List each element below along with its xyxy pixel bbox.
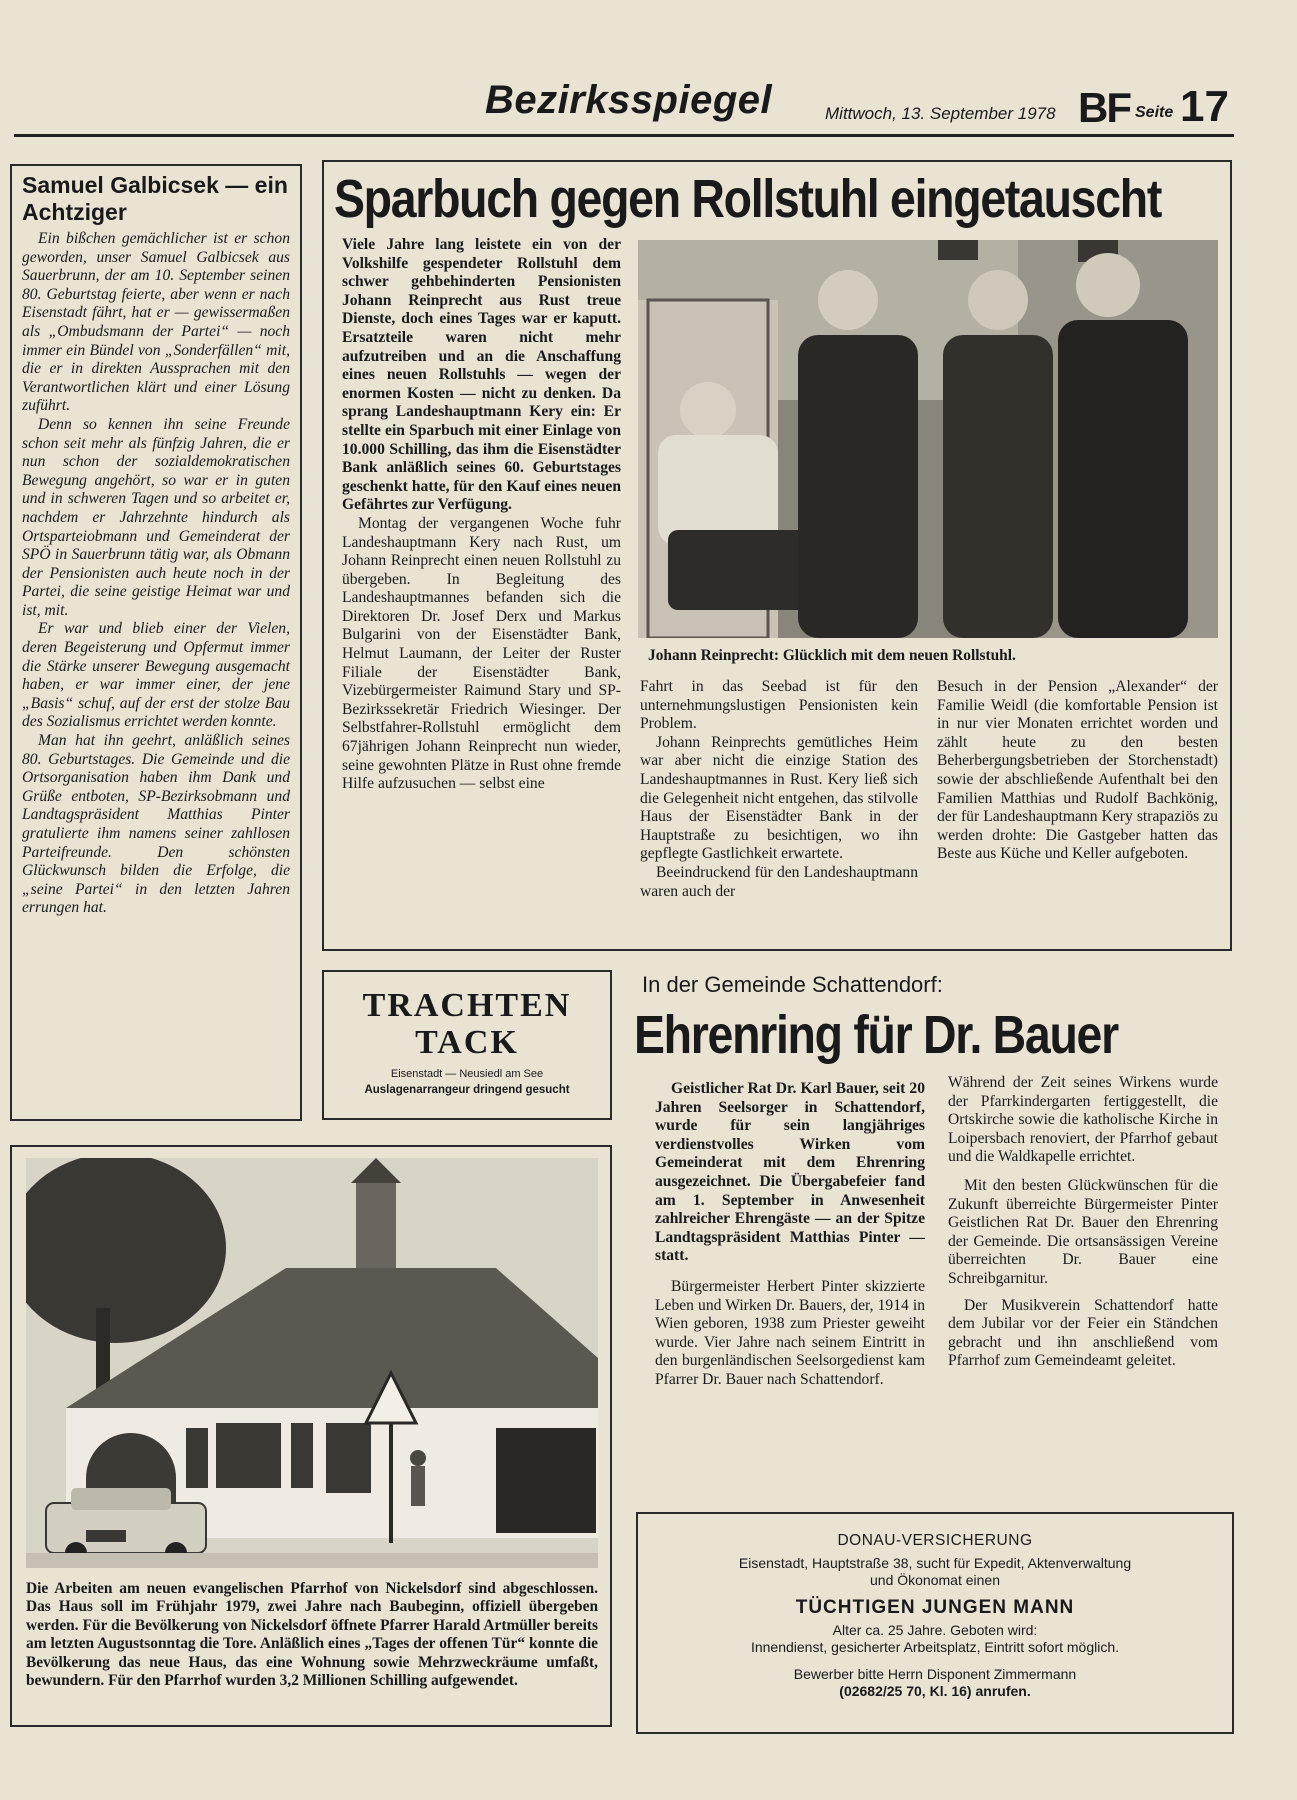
main-headline: Sparbuch gegen Rollstuhl eingetauscht — [334, 169, 1161, 229]
photo-pfarrhof — [26, 1158, 598, 1568]
photo-illustration — [638, 240, 1218, 638]
bauer-paragraph: Mit den besten Glückwünschen für die Zukunft überreichte Bürgermeister Pinter Geistlichen Rat Dr. Bauer den Ehrenring der Gemeinde. Die ortsansässigen Vereine überreichten Dr. Bauer eine Schreibgarnitur. — [948, 1176, 1218, 1287]
main-paragraph: Johann Reinprechts gemütliches Heim war aber nicht die einzige Station des Landeshauptmannes in Rust. Kery ließ sich die Gelegenheit nicht entgehen, das stilvolle Haus der Eisenstädter Bank in der Hauptstraße zu besichtigen, wo ihn gepflegte Gastlichkeit erwartete. — [640, 733, 918, 863]
sidebar-paragraph: Ein bißchen gemächlicher ist er schon geworden, unser Samuel Galbicsek aus Sauerbrunn, der am 10. September seinen 80. Geburtstag feierte, aber wenn er nach Eisenstadt fährt, hat er — gewissermaßen als „Ombudsmann der Partei“ — noch immer ein Bündel von „Sonderfällen“ mit, die er in direkten Aussprachen mit den Verantwortlichen klärt und einer Lösung zuführt. — [22, 230, 290, 415]
sidebar-body — [22, 230, 290, 918]
main-paragraph: Fahrt in das Seebad ist für den unternehmungslustigen Pensionisten kein Problem. — [640, 678, 918, 733]
main-middle-column — [640, 678, 918, 901]
sidebar-paragraph: Man hat ihn geehrt, anläßlich seines 80. Geburtstages. Die Gemeinde und die Ortsorganisation haben ihm Dank und Grüße entboten, SP-Bezirksobmann und Landtagspräsident Matthias Pinter gratulierte ihm namens seiner zahllosen Parteifreunde. Den schönsten Glückwunsch bilden die Erfolge, die „seine Partei“ in den letzten Jahren errungen hat. — [22, 732, 290, 917]
bauer-kicker: In der Gemeinde Schattendorf: — [642, 972, 943, 997]
page-label: Seite — [1135, 104, 1174, 121]
ad-brand-line2: TACK — [415, 1024, 519, 1061]
issue-date: Mittwoch, 13. September 1978 — [825, 104, 1056, 123]
ad-text-line: Bewerber bitte Herrn Disponent Zimmermann — [793, 1666, 1077, 1682]
ad-donau-versicherung — [636, 1512, 1234, 1734]
bauer-lead: Geistlicher Rat Dr. Karl Bauer, seit 20 Jahren Seelsorger in Schattendorf, wurde für sein langjähriges verdienstvolles Wirken vom Gemeinderat mit dem Ehrenring ausgezeichnet. Die Übergabefeier fand am 1. September in Anwesenheit zahlreicher Ehrengäste — an der Spitze Landtagspräsident Matthias Pinter — statt. — [655, 1080, 925, 1265]
sidebar-paragraph: Er war und blieb einer der Vielen, deren Begeisterung und Opfermut immer die Stärke unserer Bewegung ausgemacht haben, er war immer einer, der jene „Basis“ schuf, auf der erst der stolze Bau des Sozialismus errichtet werden konnte. — [22, 620, 290, 731]
main-lead: Viele Jahre lang leistete ein von der Volkshilfe gespendeter Rollstuhl dem schwer gehbehinderten Pensionisten Johann Reinprecht aus Rust treue Dienste, doch eines Tages war er kaputt. Ersatzteile waren nicht mehr aufzutreiben und an die Anschaffung eines neuen Rollstuhls — wegen der enormen Kosten — nicht zu denken. Da sprang Landeshauptmann Kery ein: Er stellte ein Sparbuch mit einer Einlage von 10.000 Schilling, das ihm die Eisenstädter Bank anläßlich seines 60. Geburtstages geschenkt hatte, für den Kauf eines neuen Gefährtes zur Verfügung. — [342, 236, 621, 514]
main-paragraph: Montag der vergangenen Woche fuhr Landeshauptmann Kery nach Rust, um Johann Reinprecht einen neuen Rollstuhl zu übergeben. In Begleitung des Landeshauptmannes befanden sich die Direktoren Dr. Josef Derx und Markus Bulgarini von der Eisenstädter Bank, Helmut Laumann, der Leiter der Ruster Filiale der Eisenstädter Bank, Vizebürgermeister Raimund Stary und SP-Bezirkssekretär Friedrich Wiesinger. Der Selbstfahrer-Rollstuhl ermöglicht dem 67jährigen Johann Reinprecht nun wieder, seine gewohnten Plätze in Rust ohne fremde Hilfe aufzusuchen — selbst eine — [342, 514, 621, 793]
pfarrhof-caption: Die Arbeiten am neuen evangelischen Pfarrhof von Nickelsdorf sind abgeschlossen. Das Haus soll im Frühjahr 1979, zwei Jahre nach Baubeginn, offiziell übergeben werden. Für die Bevölkerung von Nickelsdorf öffnete Pfarrer Harald Artmüller bereits am letzten Augustsonntag die Tore. Anläßlich eines „Tages der offenen Tür“ konnte die Bevölkerung das neue Haus, das eine Wohnung sowie Mehrzweckräume umfaßt, bewundern. Für den Pfarrhof wurden 3,2 Millionen Schilling aufgewendet. — [26, 1580, 598, 1690]
sidebar-paragraph: Denn so kennen ihn seine Freunde schon seit mehr als fünfzig Jahren, die er nun schon der sozialdemokratischen Bewegung angehört, so war er in guten und in schweren Tagen und so arbeitet er, nachdem er Jahrzehnte hindurch als Ortsparteiobmann und Gemeinderat der SPÖ in Sauerbrunn tätig war, als Obmann der Pensionisten auch heute noch in der Partei, die seine geistige Heimat war und ist, mit. — [22, 415, 290, 619]
bauer-left-column — [655, 1080, 925, 1390]
ad-text-line: Eisenstadt, Hauptstraße 38, sucht für Expedit, Aktenverwaltung — [738, 1555, 1132, 1571]
section-title: Bezirksspiegel — [485, 78, 773, 122]
photo-reinprecht — [638, 240, 1218, 638]
ad-text-line: und Ökonomat einen — [870, 1572, 1000, 1588]
bauer-paragraph: Bürgermeister Herbert Pinter skizzierte Leben und Wirken Dr. Bauers, der, 1914 in Wien geboren, 1938 zum Priester geweiht wurde. Vier Jahre nach seinem Eintritt in den burgenländischen Seelsorgedienst kam Pfarrer Dr. Bauer nach Schattendorf. — [655, 1277, 925, 1388]
ad-job-text: Auslagenarrangeur dringend gesucht — [364, 1084, 570, 1096]
bauer-headline: Ehrenring für Dr. Bauer — [634, 1005, 1118, 1065]
ad-company: DONAU-VERSICHERUNG — [837, 1532, 1033, 1549]
ad-brand-line1: TRACHTEN — [362, 987, 572, 1024]
brand-logo: BF — [1078, 84, 1130, 131]
main-paragraph: Beeindruckend für den Landeshauptmann waren auch der — [640, 863, 918, 900]
ad-trachten-tack — [322, 970, 612, 1120]
header-rule — [14, 134, 1234, 137]
bauer-paragraph: Der Musikverein Schattendorf hatte dem Jubilar vor der Feier ein Ständchen gebracht und ihn anschließend vom Pfarrhof zum Gemeindeamt geleitet. — [948, 1296, 1218, 1370]
ad-locations: Eisenstadt — Neusiedl am See — [390, 1068, 544, 1080]
main-left-column — [342, 236, 621, 794]
sidebar-headline: Samuel Galbicsek — ein Achtziger — [22, 172, 288, 225]
page-number: 17 — [1180, 82, 1229, 131]
bauer-paragraph: Während der Zeit seines Wirkens wurde der Pfarrkindergarten fertiggestellt, die Ortskirche sowie die katholische Kirche in Loipersbach renoviert, der Pfarrhof gebaut und die Waldkapelle errichtet. — [948, 1074, 1218, 1166]
photo-illustration — [26, 1158, 598, 1568]
main-right-column — [937, 678, 1218, 864]
ad-text-line: Innendienst, gesicherter Arbeitsplatz, Eintritt sofort möglich. — [750, 1639, 1120, 1655]
main-paragraph: Besuch in der Pension „Alexander“ der Familie Weidl (die komfortable Pension ist in nur vier Monaten errichtet worden und zählt heute zu den besten Beherbergungsbetrieben der Storchenstadt) sowie der abschließende Aufenthalt bei den Familien Matthias und Rudolf Bachkönig, der für Landeshauptmann Kery strapaziös zu werden drohte: Die Gastgeber hatten das Beste aus Küche und Keller aufgeboten. — [937, 678, 1218, 863]
sidebar-article — [10, 164, 302, 1121]
photo-caption: Johann Reinprecht: Glücklich mit dem neuen Rollstuhl. — [648, 647, 1016, 664]
ad-job-title: TÜCHTIGEN JUNGEN MANN — [795, 1597, 1075, 1618]
ad-text-line: Alter ca. 25 Jahre. Geboten wird: — [832, 1622, 1038, 1638]
ad-phone: (02682/25 70, Kl. 16) anrufen. — [839, 1683, 1031, 1699]
bauer-right-column — [948, 1074, 1218, 1371]
